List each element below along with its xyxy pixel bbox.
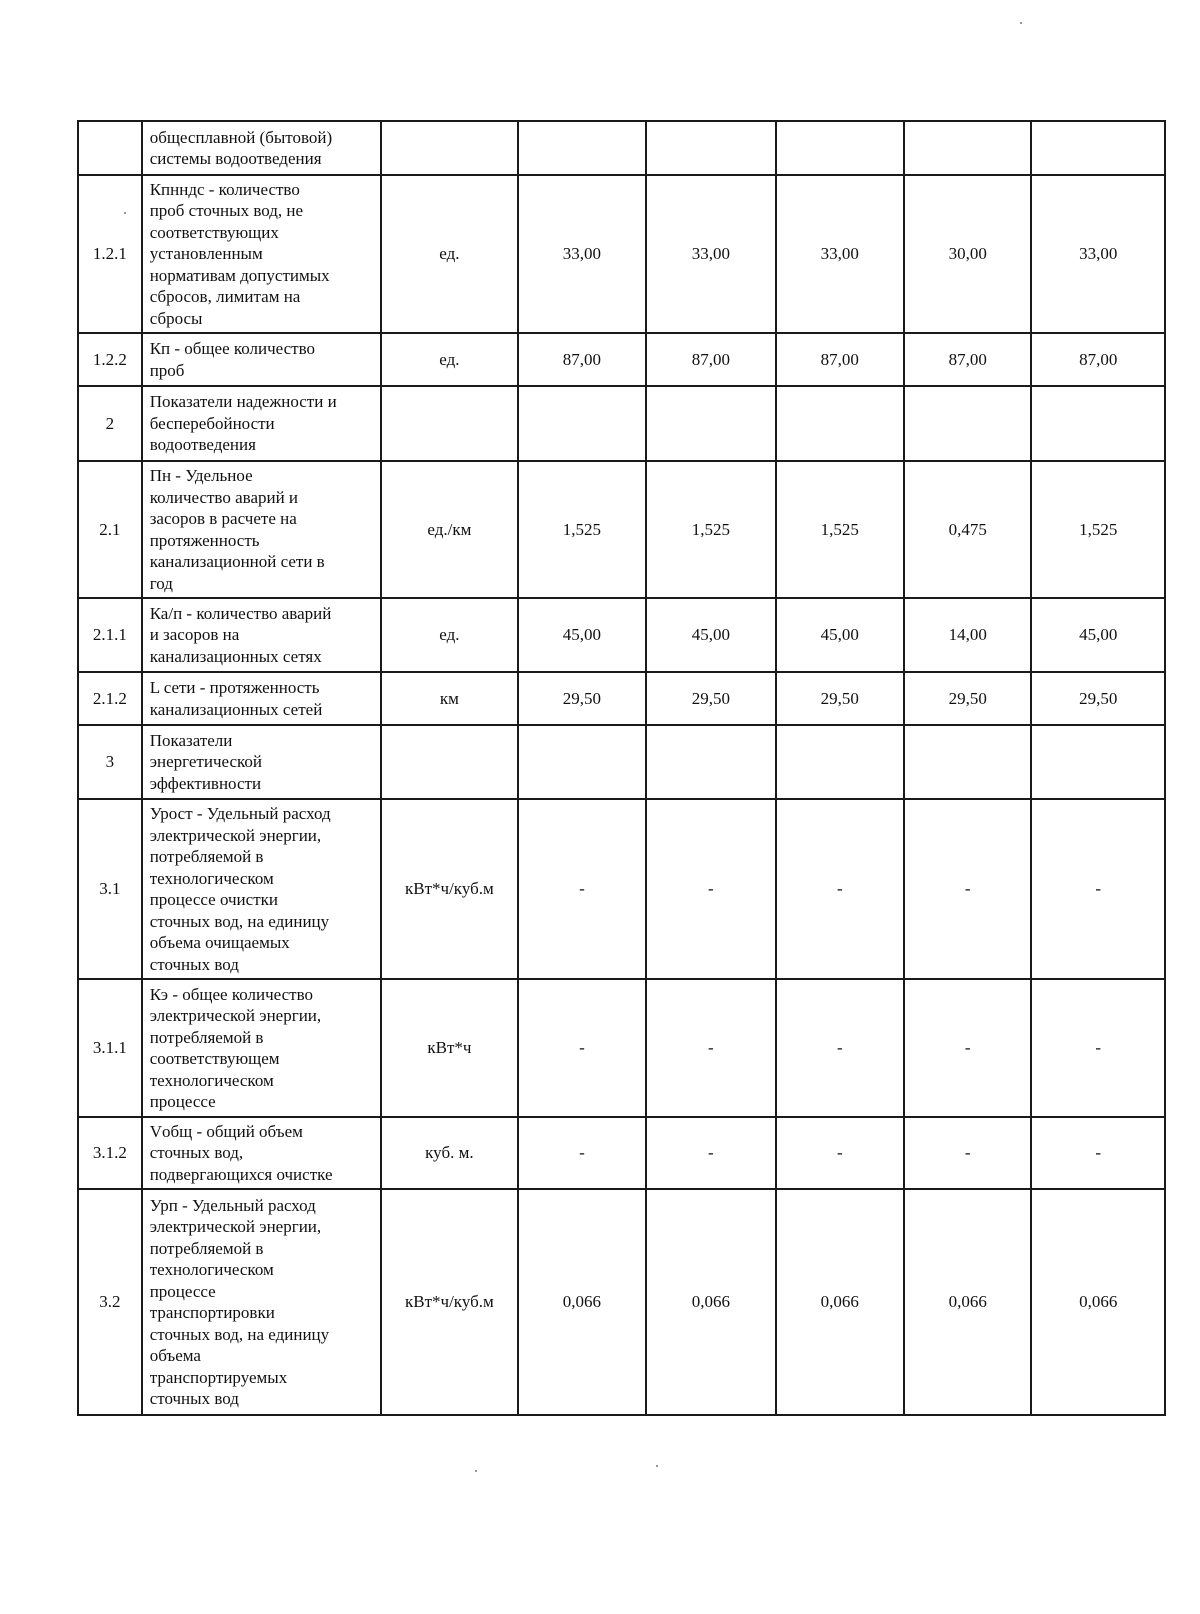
value-cell bbox=[904, 121, 1031, 175]
value-cell: - bbox=[776, 1117, 904, 1189]
scan-speck bbox=[656, 1465, 658, 1467]
value-cell: 0,475 bbox=[904, 461, 1031, 598]
scan-speck bbox=[475, 1470, 477, 1472]
value-cell bbox=[904, 386, 1031, 461]
row-number-cell: 1.2.1 bbox=[78, 175, 142, 333]
value-cell: - bbox=[646, 979, 775, 1117]
unit-cell: кВт*ч/куб.м bbox=[381, 1189, 518, 1415]
value-cell: - bbox=[1031, 799, 1165, 979]
value-cell: - bbox=[1031, 979, 1165, 1117]
indicator-name-cell: общесплавной (бытовой) системы водоотведения bbox=[142, 121, 381, 175]
value-cell: 33,00 bbox=[1031, 175, 1165, 333]
indicator-name-cell: Показатели энергетической эффективности bbox=[142, 725, 381, 799]
value-cell bbox=[776, 121, 904, 175]
row-number-cell: 2 bbox=[78, 386, 142, 461]
table-row bbox=[78, 1117, 1165, 1189]
unit-cell: куб. м. bbox=[381, 1117, 518, 1189]
indicator-name-cell: Показатели надежности и бесперебойности водоотведения bbox=[142, 386, 381, 461]
unit-cell: кВт*ч bbox=[381, 979, 518, 1117]
value-cell bbox=[904, 725, 1031, 799]
value-cell bbox=[646, 121, 775, 175]
value-cell bbox=[776, 386, 904, 461]
unit-cell: ед. bbox=[381, 333, 518, 386]
table-row bbox=[78, 672, 1165, 725]
value-cell: 30,00 bbox=[904, 175, 1031, 333]
value-cell: 33,00 bbox=[518, 175, 646, 333]
value-cell: 87,00 bbox=[518, 333, 646, 386]
value-cell: 45,00 bbox=[646, 598, 775, 672]
row-number-cell: 3 bbox=[78, 725, 142, 799]
value-cell bbox=[646, 725, 775, 799]
value-cell: - bbox=[904, 979, 1031, 1117]
value-cell: - bbox=[518, 979, 646, 1117]
value-cell: 45,00 bbox=[518, 598, 646, 672]
value-cell: 87,00 bbox=[1031, 333, 1165, 386]
unit-cell bbox=[381, 121, 518, 175]
value-cell: 33,00 bbox=[776, 175, 904, 333]
value-cell: 14,00 bbox=[904, 598, 1031, 672]
value-cell: - bbox=[776, 979, 904, 1117]
row-number-cell: 2.1 bbox=[78, 461, 142, 598]
value-cell: 29,50 bbox=[518, 672, 646, 725]
value-cell: 87,00 bbox=[776, 333, 904, 386]
table-row bbox=[78, 333, 1165, 386]
value-cell: - bbox=[1031, 1117, 1165, 1189]
row-number-cell bbox=[78, 121, 142, 175]
scan-speck bbox=[124, 212, 126, 214]
value-cell: 1,525 bbox=[776, 461, 904, 598]
value-cell: - bbox=[904, 1117, 1031, 1189]
table-row bbox=[78, 598, 1165, 672]
unit-cell: ед. bbox=[381, 598, 518, 672]
table-body bbox=[78, 121, 1165, 1415]
value-cell bbox=[518, 725, 646, 799]
unit-cell: ед. bbox=[381, 175, 518, 333]
table-row bbox=[78, 175, 1165, 333]
value-cell: 29,50 bbox=[646, 672, 775, 725]
value-cell: - bbox=[518, 799, 646, 979]
unit-cell: кВт*ч/куб.м bbox=[381, 799, 518, 979]
value-cell: 1,525 bbox=[518, 461, 646, 598]
value-cell: - bbox=[904, 799, 1031, 979]
value-cell: - bbox=[646, 1117, 775, 1189]
row-number-cell: 3.1.2 bbox=[78, 1117, 142, 1189]
value-cell: 0,066 bbox=[1031, 1189, 1165, 1415]
value-cell bbox=[1031, 121, 1165, 175]
value-cell: - bbox=[518, 1117, 646, 1189]
value-cell: 29,50 bbox=[904, 672, 1031, 725]
row-number-cell: 2.1.2 bbox=[78, 672, 142, 725]
indicator-name-cell: Кпнндс - количество проб сточных вод, не соответствующих установленным нормативам допустимых сбросов, лимитам на сбросы bbox=[142, 175, 381, 333]
value-cell bbox=[518, 386, 646, 461]
value-cell: 0,066 bbox=[646, 1189, 775, 1415]
value-cell: 33,00 bbox=[646, 175, 775, 333]
unit-cell: км bbox=[381, 672, 518, 725]
value-cell: 45,00 bbox=[1031, 598, 1165, 672]
value-cell bbox=[776, 725, 904, 799]
unit-cell bbox=[381, 725, 518, 799]
value-cell: 1,525 bbox=[1031, 461, 1165, 598]
value-cell bbox=[518, 121, 646, 175]
indicator-name-cell: Кэ - общее количество электрической энергии, потребляемой в соответствующем технологическом процессе bbox=[142, 979, 381, 1117]
unit-cell bbox=[381, 386, 518, 461]
unit-cell: ед./км bbox=[381, 461, 518, 598]
value-cell: 0,066 bbox=[518, 1189, 646, 1415]
row-number-cell: 3.1.1 bbox=[78, 979, 142, 1117]
value-cell bbox=[1031, 386, 1165, 461]
value-cell: 0,066 bbox=[904, 1189, 1031, 1415]
indicator-name-cell: Ка/п - количество аварий и засоров на канализационных сетях bbox=[142, 598, 381, 672]
value-cell: 1,525 bbox=[646, 461, 775, 598]
table-row bbox=[78, 979, 1165, 1117]
table-row bbox=[78, 725, 1165, 799]
table-row bbox=[78, 386, 1165, 461]
scan-speck bbox=[1020, 22, 1022, 24]
row-number-cell: 3.1 bbox=[78, 799, 142, 979]
value-cell: 45,00 bbox=[776, 598, 904, 672]
value-cell: 87,00 bbox=[646, 333, 775, 386]
value-cell bbox=[646, 386, 775, 461]
row-number-cell: 2.1.1 bbox=[78, 598, 142, 672]
indicators-table bbox=[77, 120, 1166, 1416]
table-row bbox=[78, 799, 1165, 979]
indicator-name-cell: Vобщ - общий объем сточных вод, подвергающихся очистке bbox=[142, 1117, 381, 1189]
table-row bbox=[78, 121, 1165, 175]
table-row bbox=[78, 1189, 1165, 1415]
value-cell: 29,50 bbox=[776, 672, 904, 725]
value-cell bbox=[1031, 725, 1165, 799]
value-cell: 0,066 bbox=[776, 1189, 904, 1415]
indicator-name-cell: Кп - общее количество проб bbox=[142, 333, 381, 386]
indicator-name-cell: Урп - Удельный расход электрической энергии, потребляемой в технологическом процессе транспортировки сточных вод, на единицу объема транспортируемых сточных вод bbox=[142, 1189, 381, 1415]
indicator-name-cell: L сети - протяженность канализационных сетей bbox=[142, 672, 381, 725]
row-number-cell: 3.2 bbox=[78, 1189, 142, 1415]
value-cell: - bbox=[776, 799, 904, 979]
indicator-name-cell: Пн - Удельное количество аварий и засоров в расчете на протяженность канализационной сети в год bbox=[142, 461, 381, 598]
value-cell: 87,00 bbox=[904, 333, 1031, 386]
row-number-cell: 1.2.2 bbox=[78, 333, 142, 386]
value-cell: - bbox=[646, 799, 775, 979]
value-cell: 29,50 bbox=[1031, 672, 1165, 725]
table-row bbox=[78, 461, 1165, 598]
indicator-name-cell: Урост - Удельный расход электрической энергии, потребляемой в технологическом процессе очистки сточных вод, на единицу объема очищаемых сточных вод bbox=[142, 799, 381, 979]
